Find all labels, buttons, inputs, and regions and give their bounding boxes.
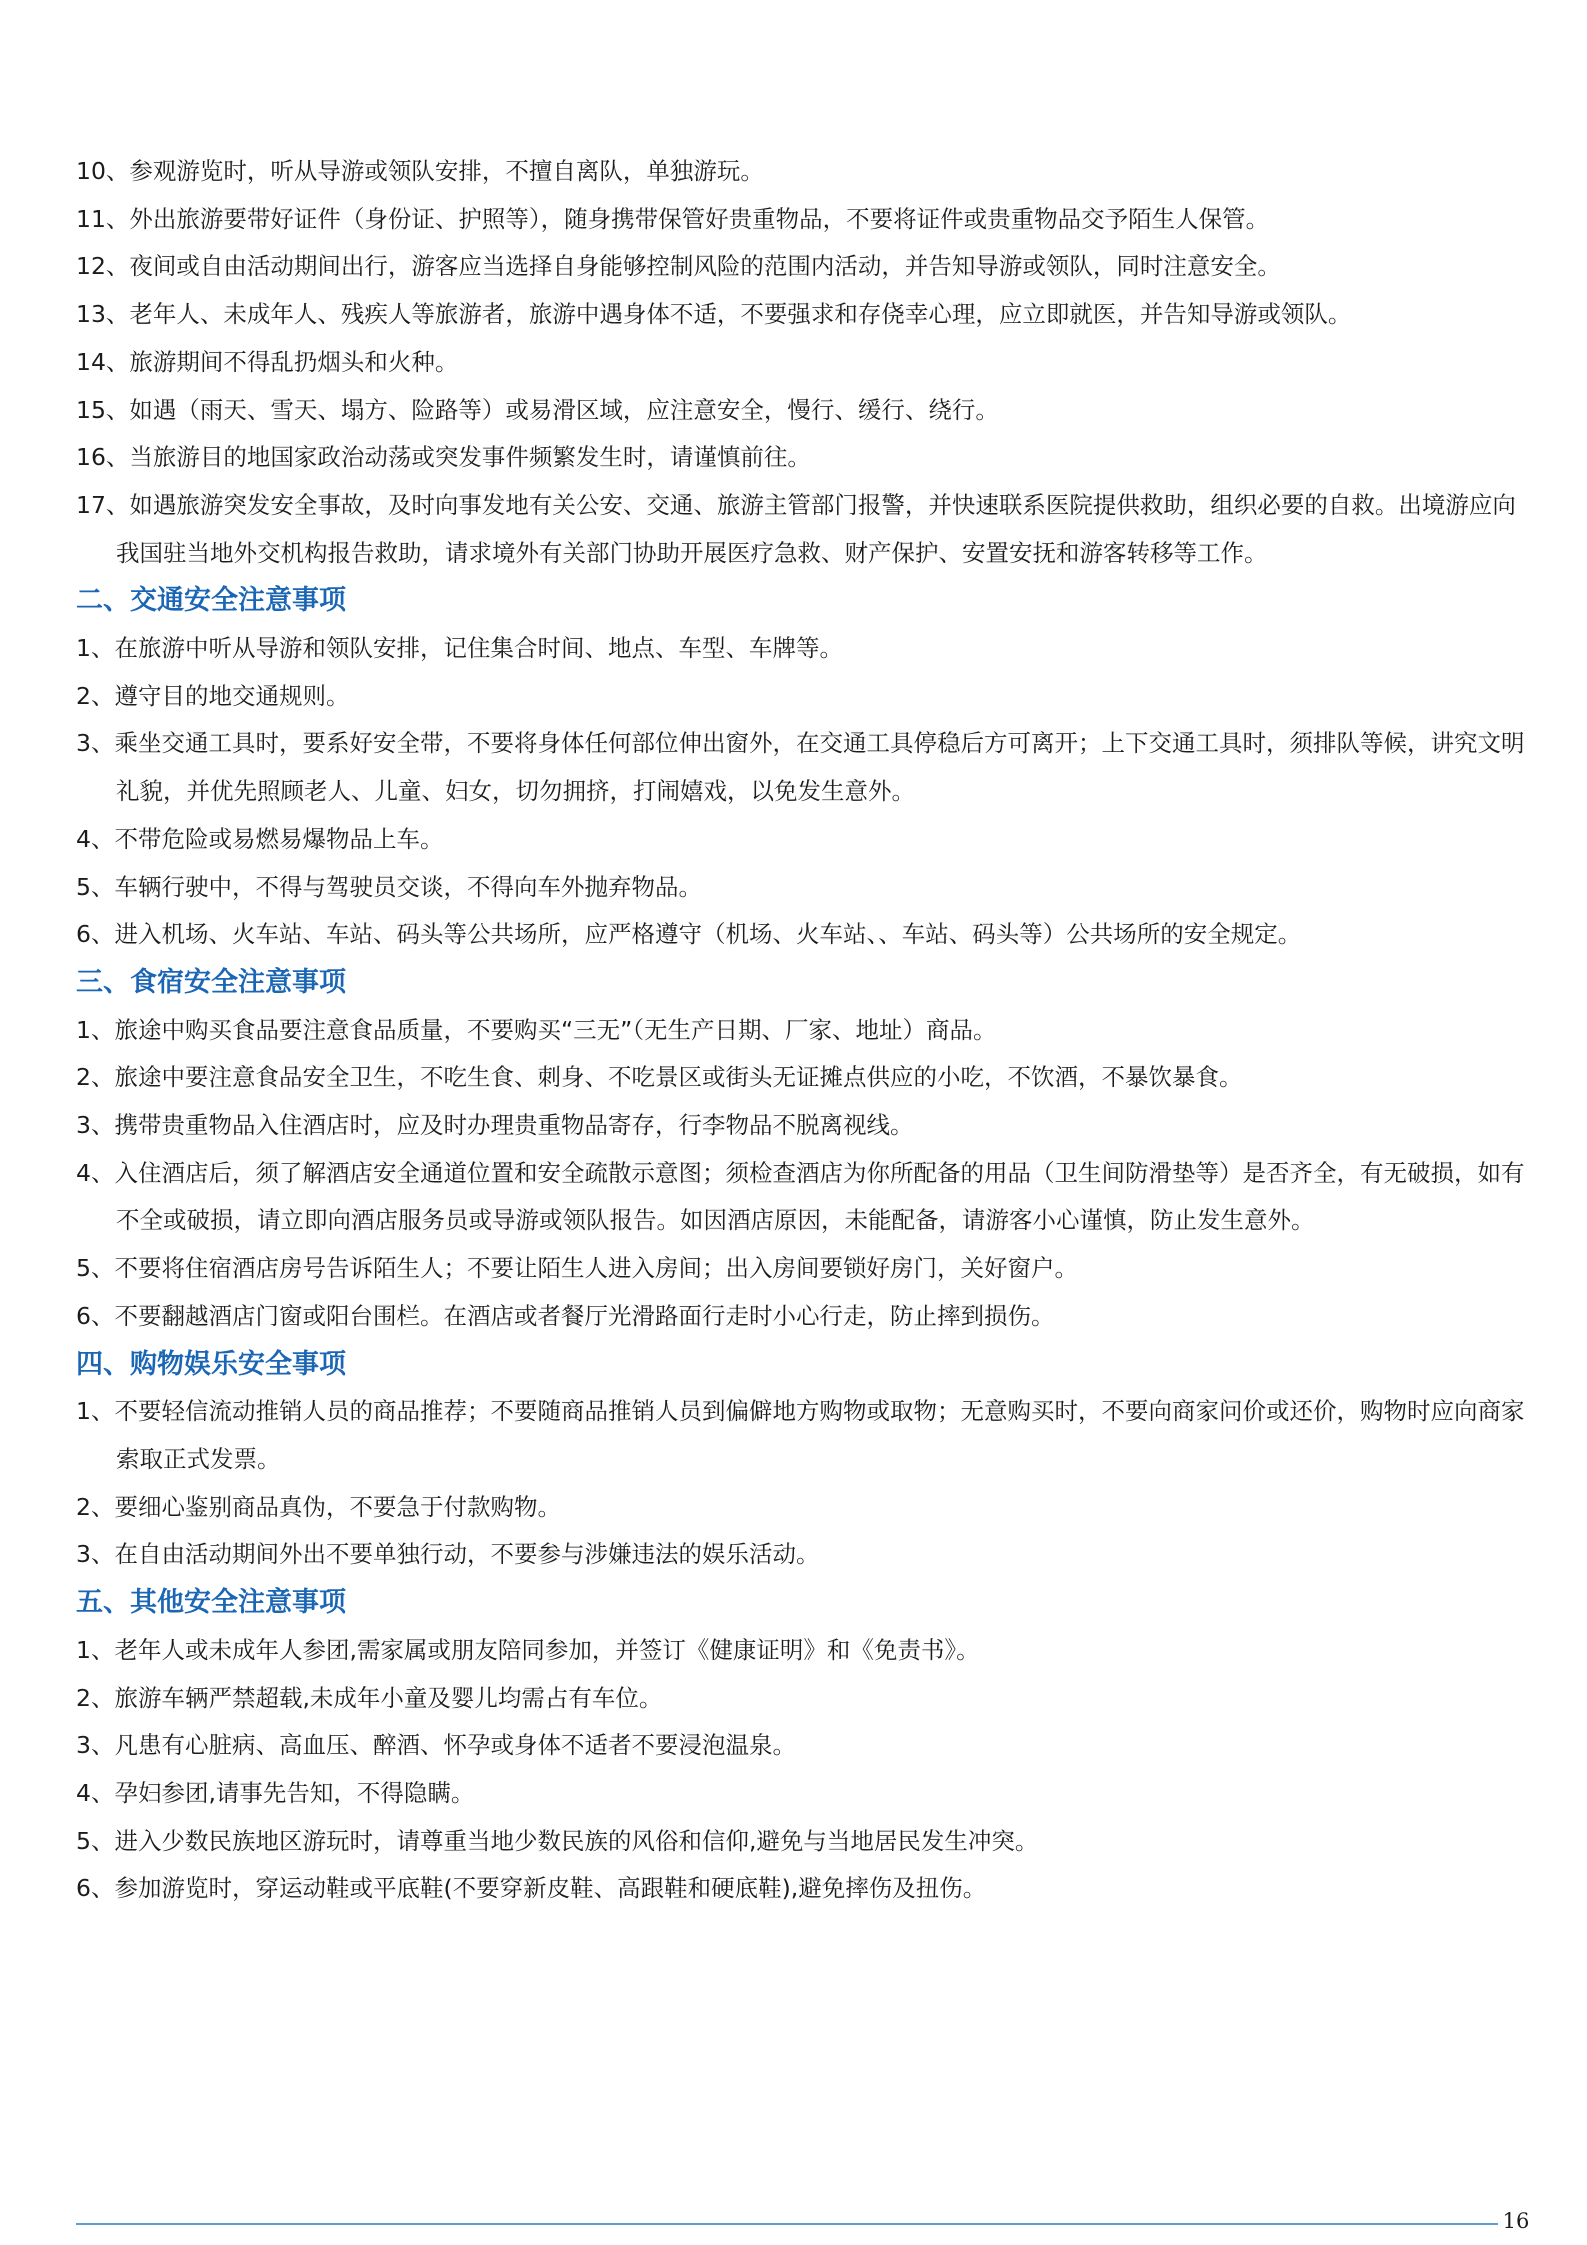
list-item: 4、孕妇参团,请事先告知，不得隐瞒。 bbox=[76, 1778, 475, 1807]
list-item: 1、老年人或未成年人参团,需家属或朋友陪同参加，并签订《健康证明》和《免责书》。 bbox=[76, 1635, 980, 1664]
list-item: 15、如遇（雨天、雪天、塌方、险路等）或易滑区域，应注意安全，慢行、缓行、绕行。 bbox=[76, 395, 999, 424]
list-item: 6、进入机场、火车站、车站、码头等公共场所，应严格遵守（机场、火车站、、车站、码头等）公共场所的安全规定。 bbox=[76, 920, 1302, 949]
list-item: 3、凡患有心脏病、高血压、醉酒、怀孕或身体不适者不要浸泡温泉。 bbox=[76, 1731, 796, 1760]
list-item: 4、不带危险或易燃易爆物品上车。 bbox=[76, 824, 444, 853]
list-item: 13、老年人、未成年人、残疾人等旅游者，旅游中遇身体不适，不要强求和存侥幸心理，应立即就医，并告知导游或领队。 bbox=[76, 300, 1352, 329]
list-item: 10、参观游览时，听从导游或领队安排，不擅自离队，单独游玩。 bbox=[76, 157, 764, 185]
list-item: 6、参加游览时，穿运动鞋或平底鞋(不要穿新皮鞋、高跟鞋和硬底鞋),避免摔伤及扭伤。 bbox=[76, 1874, 987, 1903]
section-food-lodging-safety bbox=[76, 959, 1526, 1341]
list-item: 5、不要将住宿酒店房号告诉陌生人；不要让陌生人进入房间；出入房间要锁好房门，关好窗户。 bbox=[76, 1254, 1078, 1283]
list-item: 17、如遇旅游突发安全事故，及时向事发地有关公安、交通、旅游主管部门报警，并快速联系医院提供救助，组织必要的自救。出境游应向我国驻当地外交机构报告救助，请求境外有关部门协助开展医疗急救、财产保护、安置安抚和游客转移等工作。 bbox=[76, 490, 1516, 567]
section-other-safety bbox=[76, 1579, 1526, 1913]
section-shopping-entertainment-safety bbox=[76, 1341, 1526, 1580]
list-item: 3、在自由活动期间外出不要单独行动，不要参与涉嫌违法的娱乐活动。 bbox=[76, 1540, 820, 1569]
list-item: 1、在旅游中听从导游和领队安排，记住集合时间、地点、车型、车牌等。 bbox=[76, 634, 843, 663]
section-traffic-safety bbox=[76, 577, 1526, 959]
list-item: 1、旅途中购买食品要注意食品质量，不要购买“三无”（无生产日期、厂家、地址）商品。 bbox=[76, 1015, 997, 1044]
list-item: 2、旅游车辆严禁超载,未成年小童及婴儿均需占有车位。 bbox=[76, 1683, 663, 1712]
list-item: 11、外出旅游要带好证件（身份证、护照等），随身携带保管好贵重物品，不要将证件或贵重物品交予陌生人保管。 bbox=[76, 204, 1270, 233]
list-item: 1、不要轻信流动推销人员的商品推荐；不要随商品推销人员到偏僻地方购物或取物；无意购买时，不要向商家问价或还价，购物时应向商家索取正式发票。 bbox=[76, 1397, 1525, 1473]
list-item: 16、当旅游目的地国家政治动荡或突发事件频繁发生时，请谨慎前往。 bbox=[76, 443, 811, 472]
list-item: 5、车辆行驶中，不得与驾驶员交谈，不得向车外抛弃物品。 bbox=[76, 872, 702, 901]
footer-divider bbox=[76, 2223, 1498, 2225]
list-item: 5、进入少数民族地区游玩时，请尊重当地少数民族的风俗和信仰,避免与当地居民发生冲突。 bbox=[76, 1826, 1039, 1855]
section-heading: 三、食宿安全注意事项 bbox=[76, 966, 346, 998]
section-heading: 四、购物娱乐安全事项 bbox=[76, 1348, 346, 1380]
list-item: 3、乘坐交通工具时，要系好安全带，不要将身体任何部位伸出窗外，在交通工具停稳后方可离开；上下交通工具时，须排队等候，讲究文明礼貌，并优先照顾老人、儿童、妇女，切勿拥挤，打闹嬉戏，以免发生意外。 bbox=[76, 729, 1525, 806]
list-item: 2、要细心鉴别商品真伪，不要急于付款购物。 bbox=[76, 1492, 561, 1521]
list-item: 14、旅游期间不得乱扔烟头和火种。 bbox=[76, 347, 459, 376]
list-item: 2、遵守目的地交通规则。 bbox=[76, 681, 350, 710]
list-item: 4、入住酒店后，须了解酒店安全通道位置和安全疏散示意图；须检查酒店为你所配备的用品（卫生间防滑垫等）是否齐全，有无破损，如有不全或破损，请立即向酒店服务员或导游或领队报告。如因酒店原因，未能配备，请游客小心谨慎，防止发生意外。 bbox=[76, 1158, 1525, 1235]
list-item: 6、不要翻越酒店门窗或阳台围栏。在酒店或者餐厅光滑路面行走时小心行走，防止摔到损伤。 bbox=[76, 1301, 1055, 1330]
section-heading: 二、交通安全注意事项 bbox=[76, 585, 346, 617]
list-item: 12、夜间或自由活动期间出行，游客应当选择自身能够控制风险的范围内活动，并告知导游或领队，同时注意安全。 bbox=[76, 252, 1281, 281]
continued-list bbox=[76, 148, 1526, 577]
list-item: 3、携带贵重物品入住酒店时，应及时办理贵重物品寄存，行李物品不脱离视线。 bbox=[76, 1111, 914, 1140]
section-heading: 五、其他安全注意事项 bbox=[76, 1587, 346, 1619]
list-item: 2、旅途中要注意食品安全卫生，不吃生食、刺身、不吃景区或街头无证摊点供应的小吃，不饮酒，不暴饮暴食。 bbox=[76, 1063, 1243, 1092]
document-body bbox=[76, 148, 1526, 1913]
page-number: 16 bbox=[1498, 2208, 1534, 2234]
